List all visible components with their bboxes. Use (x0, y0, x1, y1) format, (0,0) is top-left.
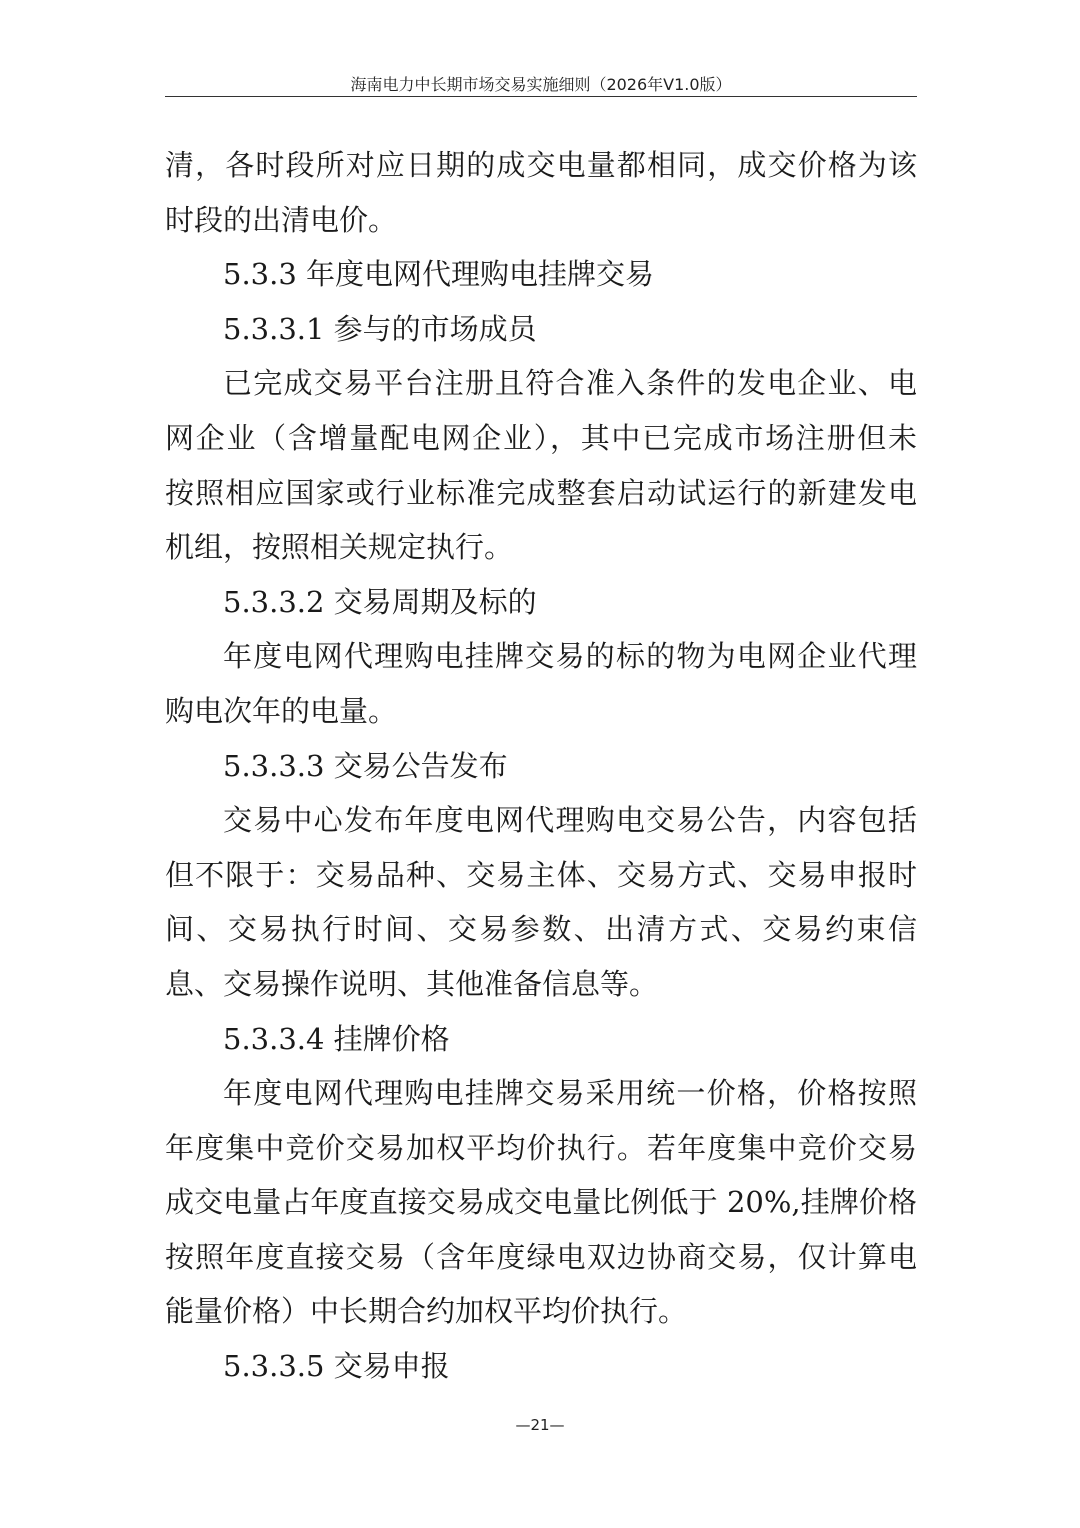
page-number: —21— (515, 1416, 565, 1434)
body-line: 年度集中竞价交易加权平均价执行。若年度集中竞价交易 (165, 1130, 917, 1165)
body-line: 能量价格）中长期合约加权平均价执行。 (165, 1294, 688, 1329)
section-heading: 5.3.3.5 交易申报 (223, 1349, 450, 1384)
body-line: 间、交易执行时间、交易参数、出清方式、交易约束信 (165, 912, 917, 947)
body-line: 年度电网代理购电挂牌交易的标的物为电网企业代理 (223, 639, 917, 674)
body-line: 购电次年的电量。 (165, 693, 398, 728)
running-header: 海南电力中长期市场交易实施细则（2026年V1.0版） (350, 75, 732, 94)
header-divider (165, 96, 917, 97)
body-line: 交易中心发布年度电网代理购电交易公告，内容包括 (223, 803, 917, 838)
section-heading: 5.3.3.4 挂牌价格 (223, 1021, 450, 1056)
body-line: 网企业（含增量配电网企业），其中已完成市场注册但未 (165, 420, 917, 455)
section-heading: 5.3.3.2 交易周期及标的 (223, 584, 537, 619)
section-heading: 5.3.3.1 参与的市场成员 (223, 311, 537, 346)
body-line: 成交电量占年度直接交易成交电量比例低于 20%,挂牌价格 (165, 1185, 917, 1220)
body-line: 已完成交易平台注册且符合准入条件的发电企业、电 (223, 366, 917, 401)
body-line: 但不限于：交易品种、交易主体、交易方式、交易申报时 (165, 857, 917, 892)
section-heading: 5.3.3 年度电网代理购电挂牌交易 (223, 257, 655, 292)
body-line: 按照相应国家或行业标准完成整套启动试运行的新建发电 (165, 475, 917, 510)
section-heading: 5.3.3.3 交易公告发布 (223, 748, 508, 783)
body-line: 机组，按照相关规定执行。 (165, 530, 514, 565)
body-line: 时段的出清电价。 (165, 202, 398, 237)
document-body (165, 138, 917, 1394)
body-line: 按照年度直接交易（含年度绿电双边协商交易，仅计算电 (165, 1239, 917, 1274)
body-line: 清，各时段所对应日期的成交电量都相同，成交价格为该 (165, 148, 917, 182)
body-line: 息、交易操作说明、其他准备信息等。 (165, 966, 659, 1001)
body-line: 年度电网代理购电挂牌交易采用统一价格，价格按照 (223, 1076, 917, 1111)
